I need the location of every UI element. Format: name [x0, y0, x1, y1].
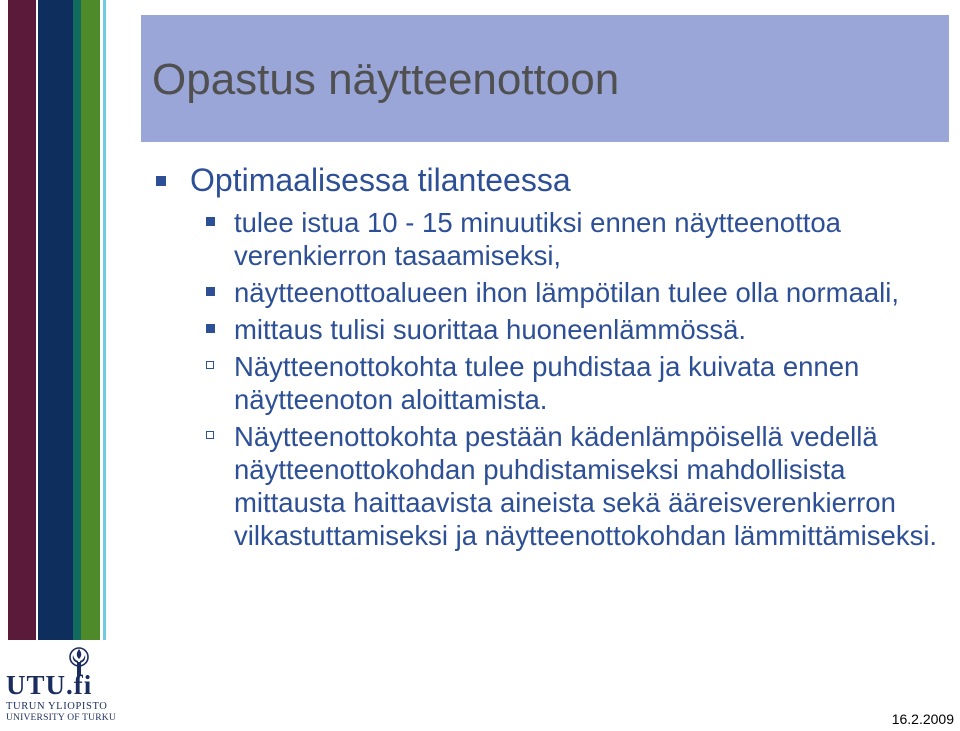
bullet-item [150, 313, 940, 346]
slide-content [150, 160, 940, 556]
bullet-item [150, 276, 940, 309]
logo-wordmark: UTU.fi [6, 670, 93, 700]
bullet-item [150, 206, 940, 272]
slide-title: Opastus näytteenottoon [152, 55, 620, 104]
hollow-square-bullet-icon [206, 361, 214, 369]
square-bullet-icon [206, 324, 215, 333]
bullet-text: Näytteenottokohta tulee puhdistaa ja kuivata ennen näytteenoton aloittamista. [234, 351, 860, 415]
bullet-text: Näytteenottokohta pestään kädenlämpöisellä vedellä näytteenottokohdan puhdistamiseksi mahdollisista mittausta haittaavista aineista sekä ääreisverenkierron vilkastuttamiseksi ja näytteenottokohdan lämmittämiseksi. [234, 421, 938, 551]
hollow-square-bullet-icon [206, 431, 214, 439]
title-bar [141, 15, 949, 142]
bullet-list [150, 206, 940, 552]
square-bullet-icon [206, 287, 215, 296]
bullet-item [150, 420, 940, 552]
stripe-teal [73, 0, 81, 731]
square-bullet-icon [206, 217, 215, 226]
square-bullet-icon [156, 176, 166, 186]
decorative-stripes [0, 0, 110, 731]
heading-text: Optimaalisessa tilanteessa [190, 162, 571, 198]
stripe-maroon [8, 0, 36, 731]
bullet-text: tulee istua 10 - 15 minuutiksi ennen näytteenottoa verenkierron tasaamiseksi, [234, 207, 841, 271]
bullet-text: mittaus tulisi suorittaa huoneenlämmössä. [234, 314, 747, 345]
logo-text-finnish: TURUN YLIOPISTO [6, 701, 108, 712]
bullet-text: näytteenottoalueen ihon lämpötilan tulee olla normaali, [234, 277, 900, 308]
logo-text-english: UNIVERSITY OF TURKU [6, 713, 116, 723]
heading-bullet [150, 160, 940, 200]
stripe-navy [38, 0, 73, 731]
stripe-green [81, 0, 100, 731]
slide-date: 16.2.2009 [891, 711, 954, 727]
university-logo [0, 640, 116, 731]
stripe-cyan [103, 0, 106, 731]
stripe-white [0, 0, 8, 731]
bullet-item [150, 350, 940, 416]
